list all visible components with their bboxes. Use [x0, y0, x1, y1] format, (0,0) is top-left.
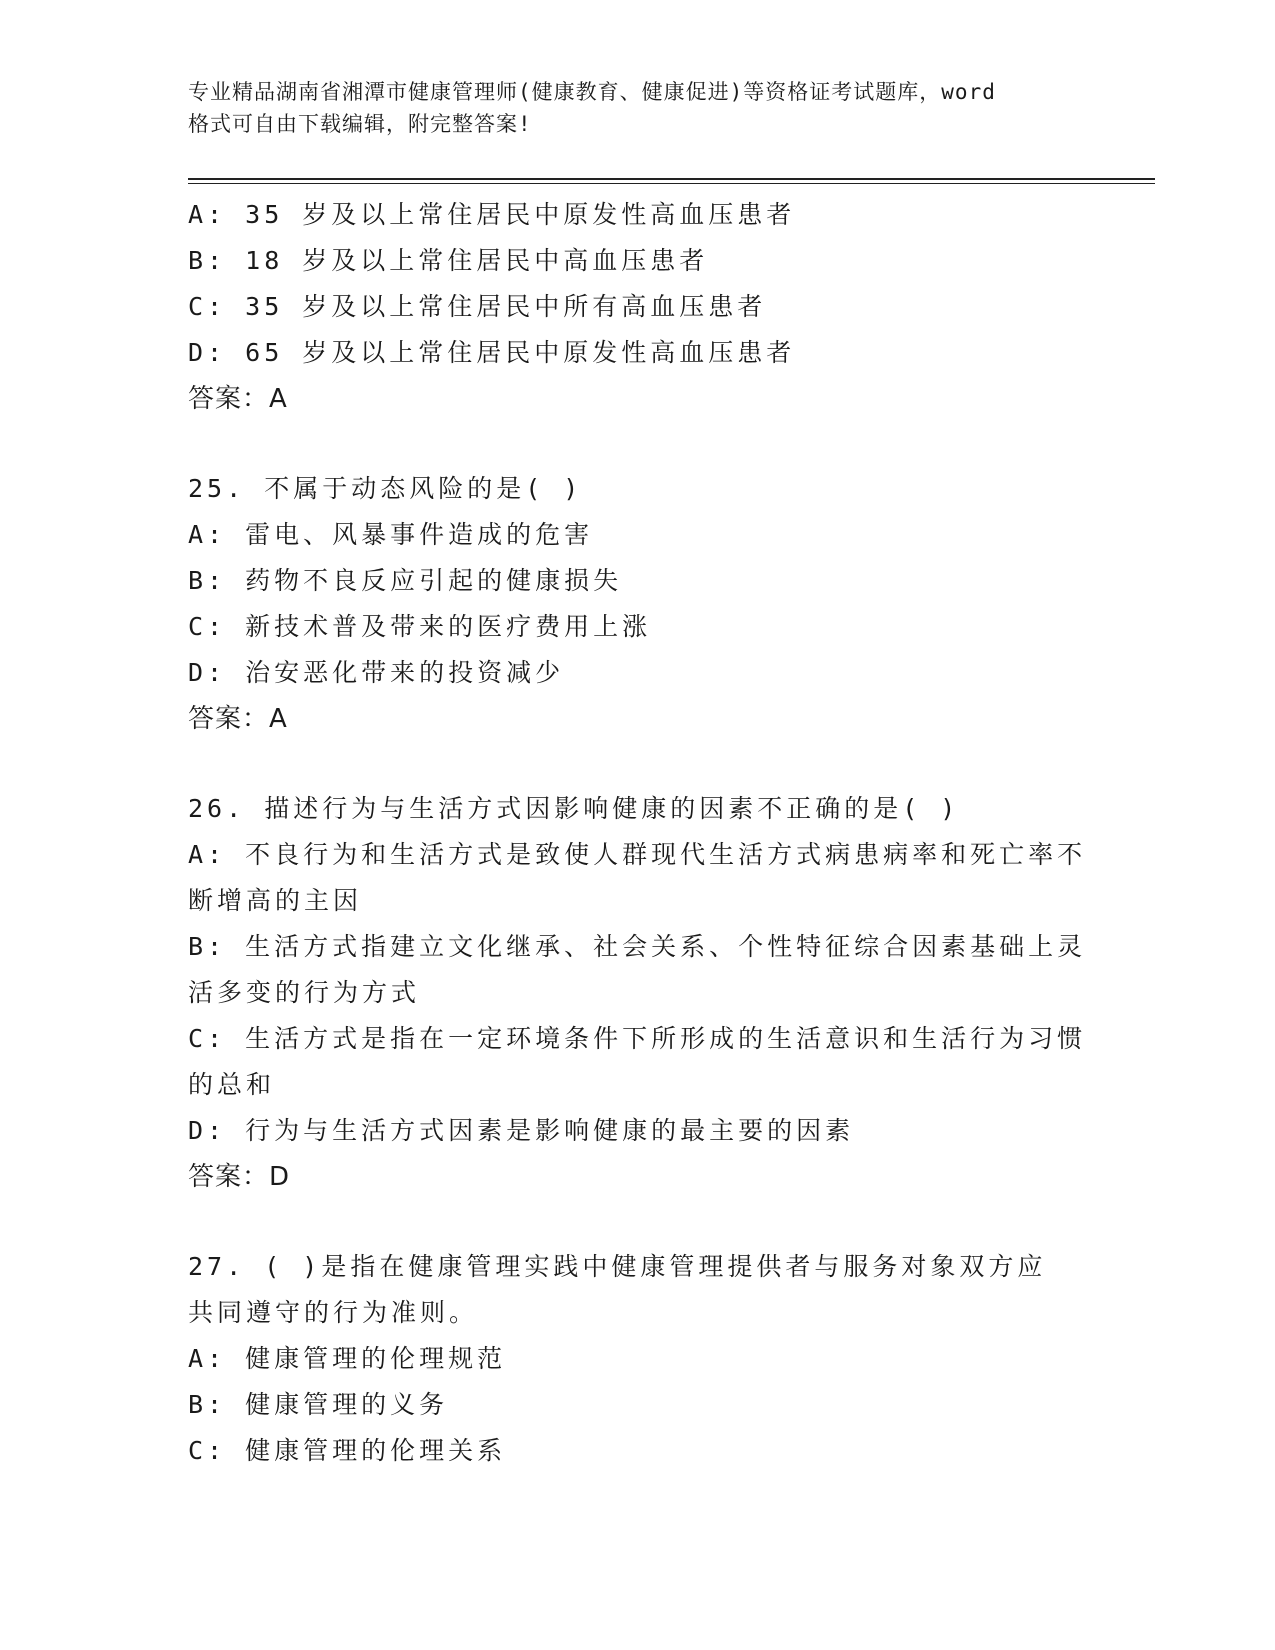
option-c: C: 健康管理的伦理关系 — [188, 1436, 507, 1465]
option-a: A: 健康管理的伦理规范 — [188, 1344, 507, 1373]
question-stem-line-2: 共同遵守的行为准则。 — [188, 1298, 479, 1327]
option-c-line-2: 的总和 — [188, 1070, 276, 1099]
option-b-line-1: B: 生活方式指建立文化继承、社会关系、个性特征综合因素基础上灵 — [188, 932, 1087, 961]
answer-line: 答案：A — [188, 384, 288, 414]
answer-line: 答案：A — [188, 704, 288, 734]
option-d: D: 行为与生活方式因素是影响健康的最主要的因素 — [188, 1116, 855, 1145]
option-a-line-2: 断增高的主因 — [188, 886, 363, 915]
question-stem-line-1: 27. ( )是指在健康管理实践中健康管理提供者与服务对象双方应 — [188, 1252, 1047, 1281]
question-26 — [188, 786, 1088, 1200]
header-divider-thick — [188, 178, 1155, 180]
option-c: C: 新技术普及带来的医疗费用上涨 — [188, 612, 652, 641]
question-stem: 25. 不属于动态风险的是( ) — [188, 474, 583, 503]
option-c: C: 35 岁及以上常住居民中所有高血压患者 — [188, 292, 767, 321]
option-a-line-1: A: 不良行为和生活方式是致使人群现代生活方式病患病率和死亡率不 — [188, 840, 1087, 869]
option-a: A: 雷电、风暴事件造成的危害 — [188, 520, 594, 549]
question-27 — [188, 1244, 1088, 1474]
question-24 — [188, 192, 1088, 422]
question-stem: 26. 描述行为与生活方式因影响健康的因素不正确的是( ) — [188, 794, 960, 823]
option-b: B: 健康管理的义务 — [188, 1390, 449, 1419]
document-header — [188, 76, 1088, 140]
question-25 — [188, 466, 1088, 742]
option-b: B: 药物不良反应引起的健康损失 — [188, 566, 623, 595]
option-d: D: 治安恶化带来的投资减少 — [188, 658, 565, 687]
option-a: A: 35 岁及以上常住居民中原发性高血压患者 — [188, 200, 796, 229]
header-line-2: 格式可自由下载编辑，附完整答案! — [188, 112, 532, 136]
option-b: B: 18 岁及以上常住居民中高血压患者 — [188, 246, 709, 275]
option-c-line-1: C: 生活方式是指在一定环境条件下所形成的生活意识和生活行为习惯 — [188, 1024, 1087, 1053]
question-list — [188, 192, 1088, 1474]
header-line-1: 专业精品湖南省湘潭市健康管理师(健康教育、健康促进)等资格证考试题库，word — [188, 80, 996, 104]
answer-line: 答案：D — [188, 1162, 291, 1192]
option-b-line-2: 活多变的行为方式 — [188, 978, 421, 1007]
header-divider-thin — [188, 183, 1155, 184]
option-d: D: 65 岁及以上常住居民中原发性高血压患者 — [188, 338, 796, 367]
